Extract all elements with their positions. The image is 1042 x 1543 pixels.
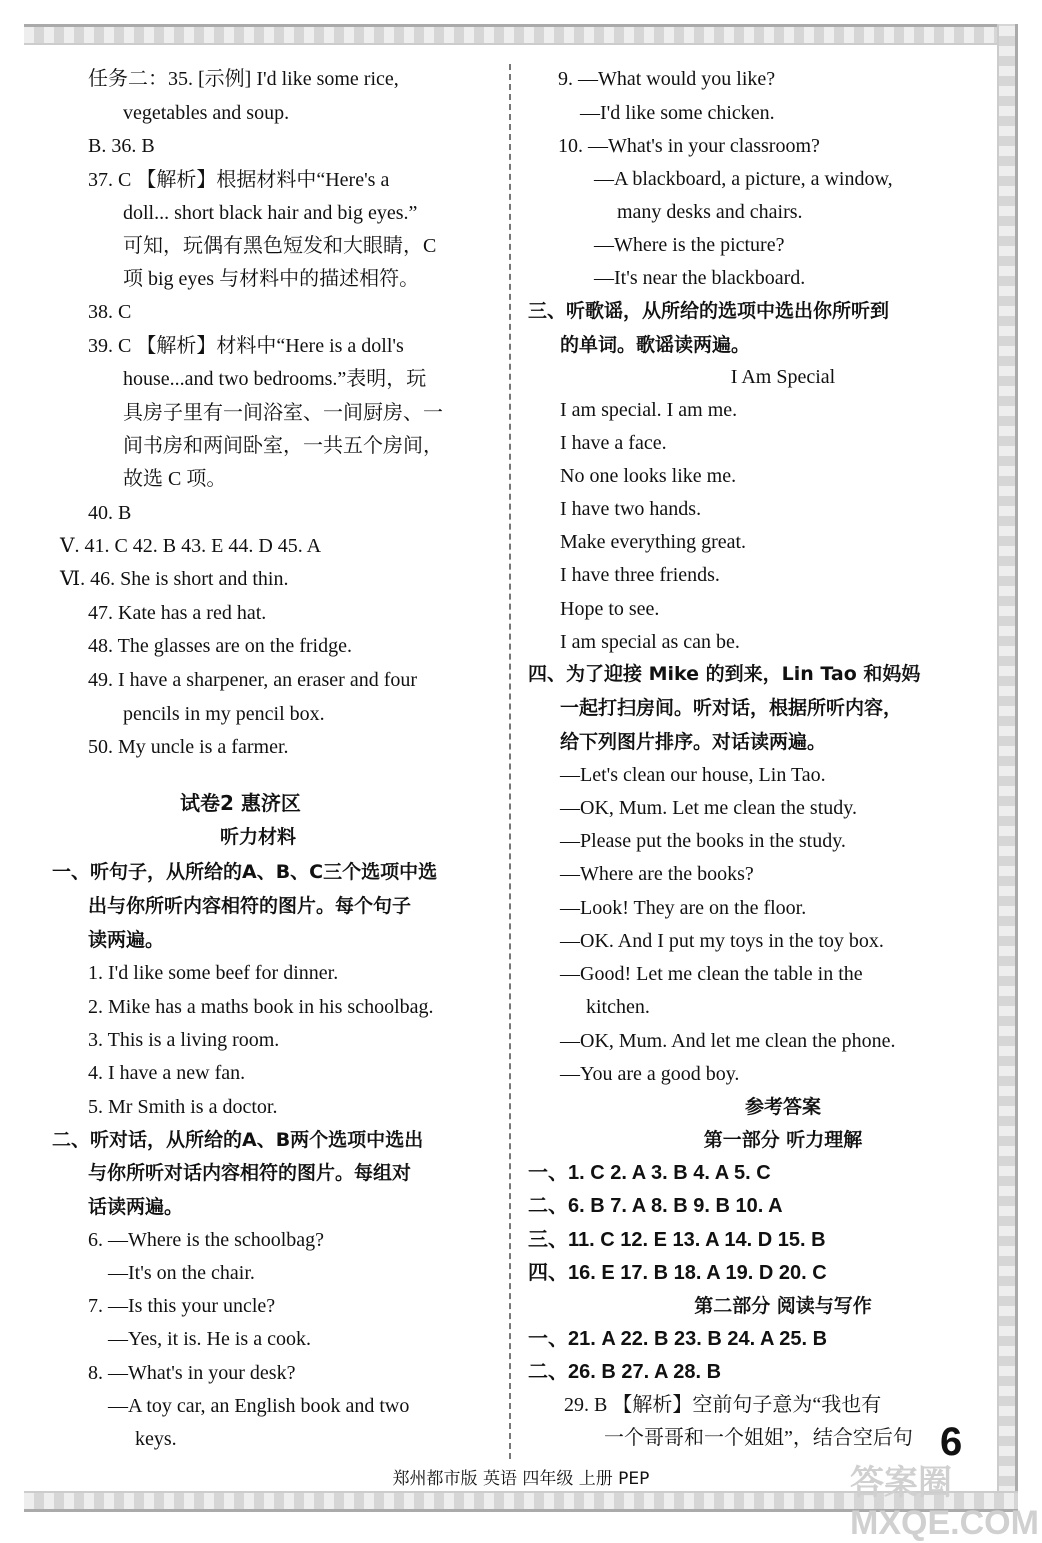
dialogue-line: —Where are the books? [560,863,754,885]
section-1-instructions: 一、听句子，从所给的A、B、C三个选项中选 [52,861,438,883]
dialogue-8: 8. —What's in your desk? [88,1362,296,1384]
part-1-title: 第一部分 听力理解 [703,1129,863,1151]
page-number: 6 [940,1420,963,1464]
dialogue-6: 6. —Where is the schoolbag? [88,1229,325,1251]
dialogue-line: —You are a good boy. [560,1063,740,1085]
dialogue-6-reply: —It's on the chair. [108,1262,255,1284]
answers-16-20: 四、16. E 17. B 18. A 19. D 20. C [528,1262,827,1284]
dialogue-line-cont: kitchen. [586,996,650,1018]
column-divider [509,64,511,1459]
listening-sentence-2: 2. Mike has a maths book in his schoolbag. [88,996,434,1018]
answer-50: 50. My uncle is a farmer. [88,736,289,758]
dialogue-line: —OK, Mum. Let me clean the study. [560,797,857,819]
answer-40: 40. B [88,502,132,524]
answer-39-cont: 间书房和两间卧室，一共五个房间， [123,435,443,457]
answer-37-cont: 可知，玩偶有黑色短发和大眼睛，C [123,235,437,257]
dialogue-7-reply: —Yes, it is. He is a cook. [108,1328,311,1350]
exam-title: 试卷2 惠济区 [180,791,301,815]
dialogue-line: —Good! Let me clean the table in the [560,963,863,985]
dialogue-10-reply-cont: many desks and chairs. [617,201,803,223]
dialogue-line: —Please put the books in the study. [560,830,846,852]
section-2-instructions-cont: 话读两遍。 [88,1196,184,1218]
section-4-instructions: 四、为了迎接 Mike 的到来，Lin Tao 和妈妈 [528,663,921,685]
dialogue-8-reply-cont: keys. [135,1428,177,1450]
dialogue-10-answer: —It's near the blackboard. [594,267,806,289]
chant-line: I am special as can be. [560,631,740,653]
dialogue-8-reply: —A toy car, an English book and two [108,1395,410,1417]
answer-39-cont: 故选 C 项。 [123,468,227,490]
answer-48: 48. The glasses are on the fridge. [88,635,352,657]
listening-sentence-1: 1. I'd like some beef for dinner. [88,962,339,984]
chant-line: Hope to see. [560,598,660,620]
answers-26-28: 二、26. B 27. A 28. B [528,1361,722,1383]
answer-49: 49. I have a sharpener, an eraser and four [88,669,418,691]
answers-section-5: Ⅴ. 41. C 42. B 43. E 44. D 45. A [60,535,322,557]
dialogue-line: —OK, Mum. And let me clean the phone. [560,1030,896,1052]
section-3-instructions-cont: 的单词。歌谣读两遍。 [560,334,751,356]
answer-37: 37. C 【解析】根据材料中“Here's a [88,169,390,191]
chant-line: I have three friends. [560,564,720,586]
section-1-instructions-cont: 出与你所听内容相符的图片。每个句子 [88,895,412,917]
dialogue-10: 10. —What's in your classroom? [558,135,820,157]
dialogue-line: —Look! They are on the floor. [560,897,807,919]
chant-line: I am special. I am me. [560,399,738,421]
answer-39-cont: 具房子里有一间浴室、一间厨房、一 [123,402,443,424]
dialogue-7: 7. —Is this your uncle? [88,1295,276,1317]
answer-36: B. 36. B [88,135,155,157]
page-footer: 郑州都市版 英语 四年级 上册 PEP [392,1469,650,1489]
chant-line: I have a face. [560,432,667,454]
section-3-instructions: 三、听歌谣，从所给的选项中选出你所听到 [528,300,890,322]
section-2-instructions-cont: 与你所听对话内容相符的图片。每组对 [88,1162,412,1184]
watermark: 答案圈 MXQE.COM [850,1464,1039,1542]
answers-6-10: 二、6. B 7. A 8. B 9. B 10. A [528,1195,783,1217]
listening-material-title: 听力材料 [220,826,297,848]
page-border-top [24,24,1018,45]
answer-37-cont: doll... short black hair and big eyes.” [123,202,418,224]
answer-49-cont: pencils in my pencil box. [123,703,325,725]
section-2-instructions: 二、听对话，从所给的A、B两个选项中选出 [52,1129,424,1151]
dialogue-10-question: —Where is the picture? [594,234,785,256]
answer-38: 38. C [88,301,132,323]
dialogue-9: 9. —What would you like? [558,68,776,90]
answer-46: Ⅵ. 46. She is short and thin. [60,568,289,590]
page-border-right [997,24,1018,1496]
chant-title: I Am Special [730,366,836,388]
answer-29-cont: 一个哥哥和一个姐姐”，结合空后句 [604,1427,913,1449]
answer-37-cont: 项 big eyes 与材料中的描述相符。 [123,268,420,290]
answers-1-5: 一、1. C 2. A 3. B 4. A 5. C [528,1162,771,1184]
dialogue-line: —Let's clean our house, Lin Tao. [560,764,826,786]
answer-key-title: 参考答案 [744,1096,821,1118]
chant-line: I have two hands. [560,498,702,520]
chant-line: Make everything great. [560,531,747,553]
part-2-title: 第二部分 阅读与写作 [694,1295,872,1317]
section-1-instructions-cont: 读两遍。 [88,929,165,951]
answer-35-cont: vegetables and soup. [123,102,290,124]
listening-sentence-5: 5. Mr Smith is a doctor. [88,1096,278,1118]
dialogue-10-reply: —A blackboard, a picture, a window, [594,168,893,190]
answer-39: 39. C 【解析】材料中“Here is a doll's [88,335,404,357]
section-4-instructions-cont: 一起打扫房间。听对话，根据所听内容， [560,697,903,719]
answers-11-15: 三、11. C 12. E 13. A 14. D 15. B [528,1229,826,1251]
dialogue-line: —OK. And I put my toys in the toy box. [560,930,884,952]
answer-47: 47. Kate has a red hat. [88,602,267,624]
answer-29: 29. B 【解析】空前句子意为“我也有 [564,1394,882,1416]
listening-sentence-4: 4. I have a new fan. [88,1062,246,1084]
answer-39-cont: house...and two bedrooms.”表明，玩 [123,368,427,390]
listening-sentence-3: 3. This is a living room. [88,1029,280,1051]
answers-21-25: 一、21. A 22. B 23. B 24. A 25. B [528,1328,828,1350]
dialogue-9-reply: —I'd like some chicken. [580,102,775,124]
section-4-instructions-cont: 给下列图片排序。对话读两遍。 [560,731,827,753]
answer-35: 任务二：35. [示例] I'd like some rice, [88,68,399,90]
chant-line: No one looks like me. [560,465,737,487]
